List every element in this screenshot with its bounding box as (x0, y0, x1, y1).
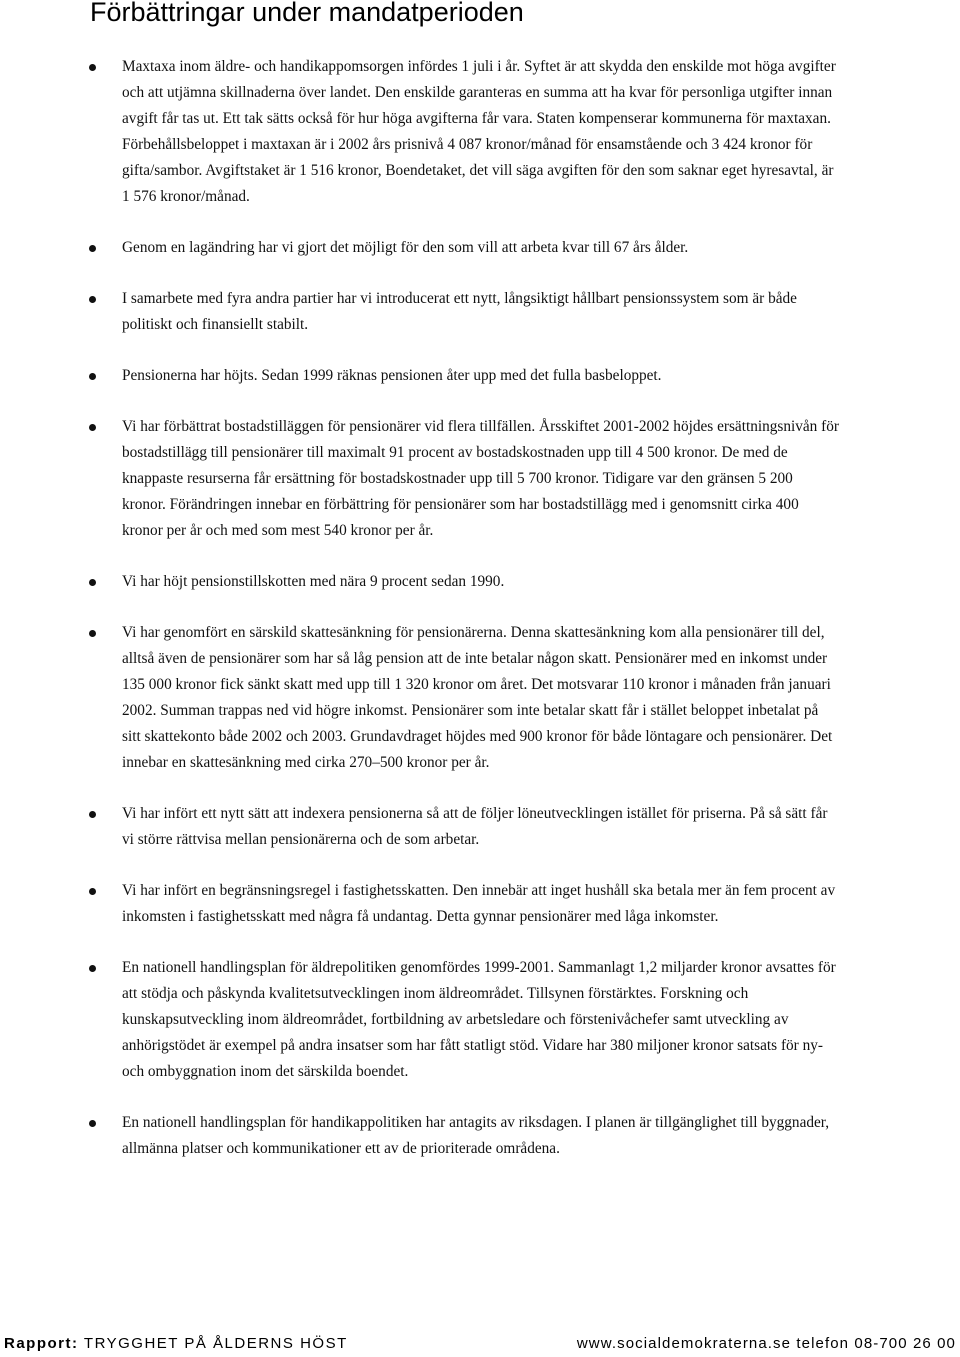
list-item (0, 235, 960, 261)
list-item (0, 414, 960, 544)
list-item-text: En nationell handlingsplan för handikappolitiken har antagits av riksdagen. I planen är tillgänglighet till byggnader, allmänna platser och kommunikationer ett av de prioriterade områdena. (122, 1114, 830, 1157)
list-item (0, 620, 960, 776)
list-item (0, 801, 960, 853)
list-item (0, 569, 960, 595)
list-item-text: Genom en lagändring har vi gjort det möjligt för den som vill att arbeta kvar till 67 års ålder. (122, 239, 689, 256)
list-item-text: Vi har infört ett nytt sätt att indexera pensionerna så att de följer löneutvecklingen istället för priserna. På så sätt får vi större rättvisa mellan pensionärerna och de som arbetar. (122, 805, 828, 848)
list-item-text: I samarbete med fyra andra partier har vi introducerat ett nytt, långsiktigt hållbart pensionssystem som är både politiskt och finansiellt stabilt. (122, 290, 797, 333)
list-item-text: Vi har infört en begränsningsregel i fastighetsskatten. Den innebär att inget hushåll ska betala mer än fem procent av inkomsten i fastighetsskatt med några få undantag. Detta gynnar pensionärer med låga inkomster. (122, 882, 836, 925)
list-item (0, 54, 960, 210)
list-item (0, 286, 960, 338)
list-item-text: Vi har höjt pensionstillskotten med nära 9 procent sedan 1990. (122, 573, 505, 590)
footer-contact: www.socialdemokraterna.se telefon 08-700 26 00 (576, 1335, 956, 1352)
list-item (0, 1110, 960, 1162)
page-title: Förbättringar under mandatperioden (90, 0, 524, 27)
bullet-icon (89, 965, 96, 972)
bullet-list (0, 54, 960, 1187)
footer-report (4, 1335, 348, 1352)
bullet-icon (89, 373, 96, 380)
bullet-icon (89, 630, 96, 637)
bullet-icon (89, 888, 96, 895)
list-item (0, 878, 960, 930)
bullet-icon (89, 579, 96, 586)
list-item-text: En nationell handlingsplan för äldrepolitiken genomfördes 1999-2001. Sammanlagt 1,2 miljarder kronor avsattes för att stödja och påskynda kvalitetsutvecklingen inom äldreområdet. Tillsynen förstärktes. Forskning och kunskapsutveckling inom äldreområdet, fortbildning av arbetsledare och förstenivåchefer samt utveckling av anhörigstödet är exempel på andra insatser som har fått statligt stöd. Vidare har 380 miljoner kronor satsats för ny- och ombyggnation inom det särskilda boendet. (122, 959, 836, 1080)
footer-report-title: TRYGGHET PÅ ÅLDERNS HÖST (83, 1335, 348, 1352)
bullet-icon (89, 296, 96, 303)
list-item-text: Vi har förbättrat bostadstilläggen för pensionärer vid flera tillfällen. Årsskiftet 2001-2002 höjdes ersättningsnivån för bostadstillägg till pensionärer till maximalt 91 procent av bostadskostnaden upp till 4 500 kronor. De med de knappaste resurserna får ersättning för bostadskostnader upp till 5 700 kronor. Tidigare var den gränsen 5 200 kronor. Förändringen innebar en förbättring för pensionärer som har bostadstillägg med i genomsnitt cirka 400 kronor per år och med som mest 540 kronor per år. (122, 418, 839, 539)
footer-report-label: Rapport: (4, 1335, 79, 1352)
list-item (0, 363, 960, 389)
bullet-icon (89, 811, 96, 818)
list-item-text: Maxtaxa inom äldre- och handikappomsorgen infördes 1 juli i år. Syftet är att skydda den enskilde mot höga avgifter och att utjämna skillnaderna över landet. Den enskilde garanteras en summa att ha kvar för personliga utgifter innan avgift får tas ut. Ett tak sätts också för hur höga avgifterna får vara. Staten kompenserar kommunerna för maxtaxan. Förbehållsbeloppet i maxtaxan är i 2002 års prisnivå 4 087 kronor/månad för ensamstående och 3 424 kronor för gifta/sambor. Avgiftstaket är 1 516 kronor, Boendetaket, det vill säga avgiften för den som saknar eget hyresavtal, är 1 576 kronor/månad. (122, 58, 836, 205)
list-item (0, 955, 960, 1085)
bullet-icon (89, 1120, 96, 1127)
bullet-icon (89, 64, 96, 71)
list-item-text: Pensionerna har höjts. Sedan 1999 räknas pensionen åter upp med det fulla basbeloppet. (122, 367, 662, 384)
list-item-text: Vi har genomfört en särskild skattesänkning för pensionärerna. Denna skattesänkning kom alla pensionärer till del, alltså även de pensionärer som har så låg pension att de inte betalar någon skatt. Pensionärer med en inkomst under 135 000 kronor fick sänkt skatt med upp till 1 320 kronor om året. Det motsvarar 110 kronor i månaden från januari 2002. Summan trappas ned vid högre inkomst. Pensionärer som inte betalar skatt får i stället beloppet inbetalat på sitt skattekonto både 2002 och 2003. Grundavdraget höjdes med 900 kronor för både löntagare och pensionärer. Det innebar en skattesänkning med cirka 270–500 kronor per år. (122, 624, 833, 771)
page-footer (0, 1335, 960, 1357)
bullet-icon (89, 424, 96, 431)
bullet-icon (89, 245, 96, 252)
